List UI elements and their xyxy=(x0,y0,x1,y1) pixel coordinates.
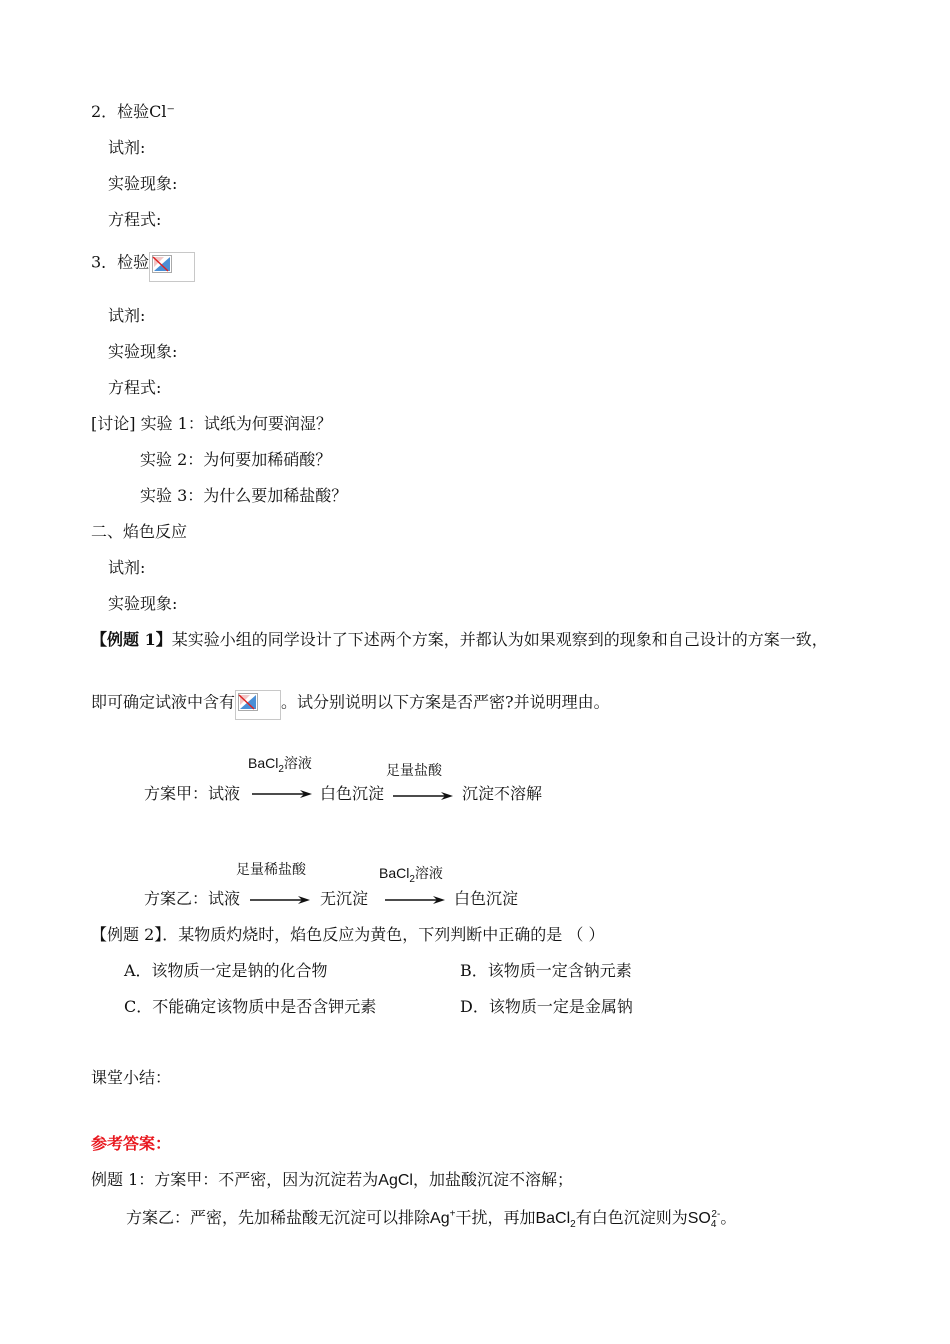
section2-reagent: 试剂: xyxy=(108,138,146,157)
plan-a-reagent1-formula: BaCl xyxy=(248,755,279,771)
plan-b-mid: 无沉淀 xyxy=(320,889,369,908)
section3-equation: 方程式: xyxy=(108,378,162,397)
section3-reagent: 试剂: xyxy=(108,306,146,325)
plan-a-label: 方案甲：试液 xyxy=(144,784,241,803)
answer1-prefix: 例题 1：方案甲：不严密，因为沉淀若为 xyxy=(91,1170,379,1189)
example2-option-d: D．该物质一定是金属钠 xyxy=(460,997,633,1016)
example1-label: 【例题 1】 xyxy=(91,630,172,649)
answer2-so: SO xyxy=(687,1210,711,1227)
discussion-line2: 实验 2：为何要加稀硝酸？ xyxy=(140,450,332,469)
answer2-part1: 方案乙：严密，先加稀盐酸无沉淀可以排除 xyxy=(126,1208,431,1227)
section2-phenomenon: 实验现象: xyxy=(108,174,178,193)
plan-a-reagent1-sub: 2 xyxy=(278,763,284,775)
answer2-so-charge: 2- xyxy=(711,1208,721,1220)
plan-b-label: 方案乙：试液 xyxy=(144,889,241,908)
example1-line1 xyxy=(91,630,828,650)
plan-b-reagent2-tail: 溶液 xyxy=(414,865,443,881)
plan-a-reagent1 xyxy=(248,754,312,775)
plan-a-arrow1 xyxy=(252,788,312,800)
example2-option-a: A．该物质一定是钠的化合物 xyxy=(124,961,328,980)
section3-phenomenon: 实验现象: xyxy=(108,342,178,361)
answer2-bacl: BaCl xyxy=(535,1210,571,1227)
answer2-so-sub: 4 xyxy=(710,1219,717,1231)
answers-title: 参考答案： xyxy=(91,1134,172,1153)
plan-a-mid: 白色沉淀 xyxy=(320,784,385,803)
broken-image-icon xyxy=(149,252,195,282)
section3-title-row xyxy=(91,248,195,278)
answer-line1 xyxy=(91,1170,573,1191)
example2-option-b: B．该物质一定含钠元素 xyxy=(460,961,632,980)
example1-text2b: 。试分别说明以下方案是否严密?并说明理由。 xyxy=(281,692,610,712)
plan-b-end: 白色沉淀 xyxy=(454,889,519,908)
class-summary: 课堂小结： xyxy=(91,1068,172,1087)
discussion-line3: 实验 3：为什么要加稀盐酸？ xyxy=(140,486,348,505)
example2-stem: 【例题 2】．某物质灼烧时，焰色反应为黄色，下列判断中正确的是 （ ） xyxy=(91,925,605,944)
answer1-agcl: AgCl xyxy=(378,1172,413,1189)
answer-line2 xyxy=(126,1208,736,1229)
answer2-part4: 。 xyxy=(720,1208,737,1227)
plan-b-reagent2 xyxy=(379,864,443,885)
plan-a-reagent1-tail: 溶液 xyxy=(283,755,312,771)
answer2-ag-charge: + xyxy=(449,1208,456,1220)
plan-b-reagent1: 足量稀盐酸 xyxy=(236,862,306,878)
discussion-line1: [讨论] 实验 1：试纸为何要润湿？ xyxy=(91,414,332,433)
example1-line2 xyxy=(91,688,610,718)
example1-text1: 某实验小组的同学设计了下述两个方案，并都认为如果观察到的现象和自己设计的方案一致， xyxy=(171,630,828,649)
example1-text2a: 即可确定试液中含有 xyxy=(91,692,236,712)
plan-a-arrow2 xyxy=(393,790,453,802)
plan-b-reagent2-sub: 2 xyxy=(409,873,415,885)
flame-title: 二、焰色反应 xyxy=(91,522,188,541)
plan-a-reagent2: 足量盐酸 xyxy=(386,763,442,779)
answer1-suffix: ，加盐酸沉淀不溶解； xyxy=(412,1170,573,1189)
plan-a-end: 沉淀不溶解 xyxy=(462,784,543,803)
plan-b-arrow2 xyxy=(385,894,445,906)
section2-equation: 方程式: xyxy=(108,210,162,229)
example2-option-c: C．不能确定该物质中是否含钾元素 xyxy=(124,997,377,1016)
answer2-bacl-sub: 2 xyxy=(570,1219,576,1231)
broken-image-icon xyxy=(235,690,281,720)
flame-reagent: 试剂: xyxy=(108,558,146,577)
answer2-part2: 干扰，再加 xyxy=(455,1208,536,1227)
flame-phenomenon: 实验现象: xyxy=(108,594,178,613)
answer2-part3: 有白色沉淀则为 xyxy=(575,1208,688,1227)
plan-b-arrow1 xyxy=(250,894,310,906)
answer2-ag: Ag xyxy=(430,1210,450,1227)
section2-title: 2．检验Cl⁻ xyxy=(91,102,175,121)
section3-title: 3．检验 xyxy=(91,252,150,272)
plan-b-reagent2-formula: BaCl xyxy=(379,865,410,881)
